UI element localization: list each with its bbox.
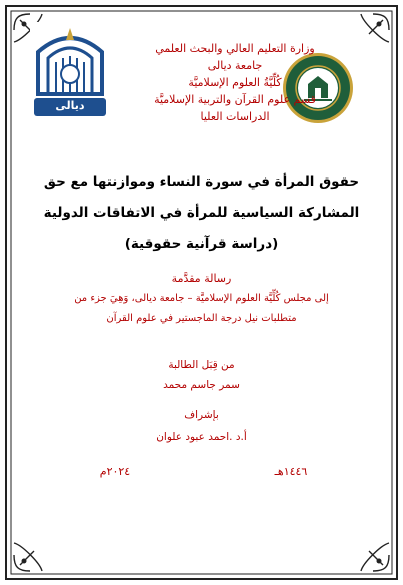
supervisor-label: بإشراف <box>184 409 219 421</box>
thesis-title-line-1: حقوق المرأة في سورة النساء وموازنتها مع حق <box>43 174 360 190</box>
thesis-title-line-2: المشاركة السياسية للمرأة في الاتفاقات الدولية <box>43 205 360 221</box>
date-gregorian: ٢٠٢٤م <box>99 465 131 478</box>
diyala-logo-text: ديالى <box>55 99 85 112</box>
header-graduate-studies: الدراسات العليا <box>200 110 270 123</box>
diyala-university-logo <box>30 22 110 118</box>
header-university: جامعة ديالى <box>207 59 263 72</box>
thesis-submission-label: رسالة مقدَّمة <box>171 272 232 285</box>
thesis-submission-line-1: إلى مجلس كُلِّيَّة العلوم الإسلاميَّة – جامعة ديالى، وَهِيَ جزء من <box>74 293 329 304</box>
student-name: سمر جاسم محمد <box>163 379 240 391</box>
student-label: من قِبَل الطالبة <box>168 359 235 371</box>
header-college: كُلِّيَّةُ العلوم الإسلاميَّة <box>188 76 282 89</box>
thesis-title-line-3: (دراسة قرآنية حقوقية) <box>124 236 279 252</box>
header-ministry: وزارة التعليم العالي والبحث العلمي <box>155 42 315 55</box>
date-hijri: ١٤٤٦هـ <box>274 465 308 478</box>
header-department: قسم علوم القرآن والتربية الإسلاميَّة <box>154 93 316 106</box>
thesis-submission-line-2: متطلبات نيل درجة الماجستير في علوم القرآن <box>106 313 297 324</box>
supervisor-name: أ.د .احمد عبود علوان <box>156 431 247 443</box>
